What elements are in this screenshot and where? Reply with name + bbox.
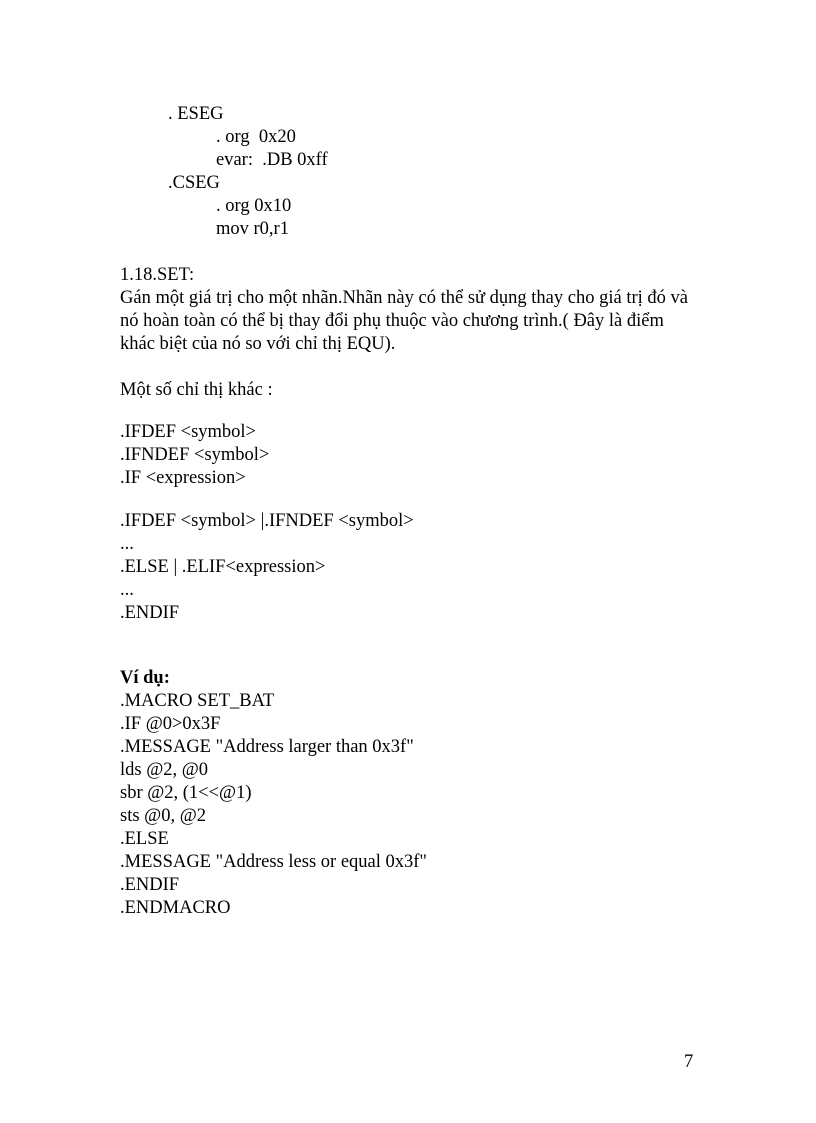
directive-line: .IFNDEF <symbol> <box>120 445 270 465</box>
example-code-line: .IF @0>0x3F <box>120 714 221 734</box>
code-line-cseg: .CSEG <box>168 173 220 193</box>
example-code-line: sbr @2, (1<<@1) <box>120 783 252 803</box>
example-code-line: lds @2, @0 <box>120 760 209 780</box>
syntax-line: ... <box>120 580 134 600</box>
page-number: 7 <box>684 1052 694 1072</box>
example-code-line: sts @0, @2 <box>120 806 206 826</box>
example-code-line: .ELSE <box>120 829 169 849</box>
code-line-evar: evar: .DB 0xff <box>216 150 328 170</box>
example-code-line: .ENDMACRO <box>120 898 231 918</box>
paragraph-line: Gán một giá trị cho một nhãn.Nhãn này có thể sử dụng thay cho giá trị đó và <box>120 288 688 308</box>
example-code-line: .MESSAGE "Address larger than 0x3f" <box>120 737 414 757</box>
paragraph-line: khác biệt của nó so với chỉ thị EQU). <box>120 334 396 354</box>
directive-line: .IFDEF <symbol> <box>120 422 256 442</box>
syntax-line: .ENDIF <box>120 603 180 623</box>
section-heading-set: 1.18.SET: <box>120 265 195 285</box>
syntax-line: .ELSE | .ELIF<expression> <box>120 557 326 577</box>
example-code-line: .ENDIF <box>120 875 180 895</box>
example-heading: Ví dụ: <box>120 668 170 688</box>
syntax-line: .IFDEF <symbol> |.IFNDEF <symbol> <box>120 511 414 531</box>
code-line-eseg: . ESEG <box>168 104 224 124</box>
code-line-org-0x20: . org 0x20 <box>216 127 296 147</box>
paragraph-line: nó hoàn toàn có thể bị thay đổi phụ thuộc vào chương trình.( Đây là điểm <box>120 311 664 331</box>
example-code-line: .MACRO SET_BAT <box>120 691 275 711</box>
directive-line: .IF <expression> <box>120 468 246 488</box>
example-code-line: .MESSAGE "Address less or equal 0x3f" <box>120 852 427 872</box>
syntax-line: ... <box>120 534 134 554</box>
other-directives-intro: Một số chỉ thị khác : <box>120 380 273 400</box>
code-line-org-0x10: . org 0x10 <box>216 196 292 216</box>
code-line-mov: mov r0,r1 <box>216 219 289 239</box>
